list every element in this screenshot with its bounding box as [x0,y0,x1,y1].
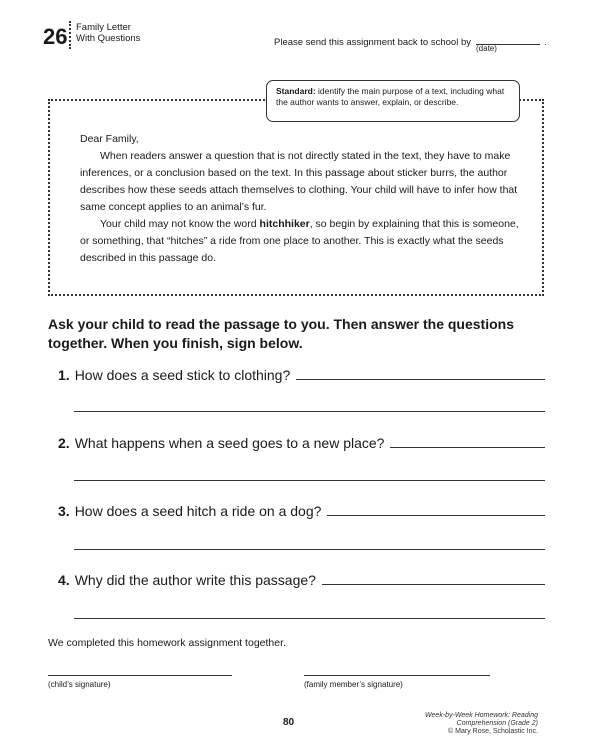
instructions: Ask your child to read the passage to you. Then answer the questions together. When you finish, sign below. [48,316,514,351]
lesson-title [76,22,196,44]
child-signature-line[interactable] [48,675,232,676]
letter-paragraph-2 [80,216,520,267]
question-2 [58,435,545,451]
standard-box [266,80,520,122]
paragraph2-start: Your child may not know the word [100,218,260,230]
answer-line[interactable] [74,480,545,481]
page-number: 80 [283,717,295,728]
lesson-title-line1: Family Letter [76,22,131,33]
date-label: (date) [476,44,497,53]
question-number: 2. [58,435,70,451]
letter-salutation: Dear Family, [80,133,139,145]
question-4 [58,572,545,588]
return-text: Please send this assignment back to school by [274,37,471,48]
letter-paragraph-1: When readers answer a question that is not directly stated in the text, they have to make inferences, or a conclusion based on the text. In this passage about sticker burrs, the author describes how these seeds attach themselves to clothing. Your child will have to infer how that same concept applies to an animal’s fur. [80,150,518,213]
family-letter [80,131,520,267]
question-number: 4. [58,572,70,588]
family-signature-line[interactable] [304,675,490,676]
question-3 [58,503,545,519]
family-signature-label: (family member’s signature) [304,680,403,689]
answer-line[interactable] [296,378,545,380]
copyright: © Mary Rose, Scholastic Inc. [448,728,538,735]
standard-text: identify the main purpose of a text, including what the author wants to answer, explain, or describe. [276,86,505,107]
answer-line[interactable] [327,514,545,516]
book-title: Week-by-Week Homework: Reading Comprehension (Grade 2) [425,712,538,727]
question-text: Why did the author write this passage? [74,572,316,588]
child-signature-label: (child’s signature) [48,680,111,689]
footer-credit [380,712,538,736]
question-number: 1. [58,367,70,383]
lesson-title-line2: With Questions [76,33,141,44]
return-instruction [274,36,547,48]
return-end: . [544,37,547,48]
question-text: How does a seed stick to clothing? [74,367,291,383]
paragraph2-end: , so begin by explaining that this is someone, or something, that “hitches” a ride from one place to another. This is exactly what the seeds described in this passage do. [80,218,519,264]
question-text: What happens when a seed goes to a new place? [74,435,385,451]
keyword-hitchhiker: hitchhiker [259,218,310,230]
answer-line[interactable] [74,549,545,550]
answer-line[interactable] [74,411,545,412]
answer-line[interactable] [74,618,545,619]
standard-label: Standard: [276,86,316,96]
completion-statement: We completed this homework assignment together. [48,637,286,649]
question-text: How does a seed hitch a ride on a dog? [74,503,322,519]
answer-line[interactable] [390,446,545,448]
header-divider [69,21,71,49]
answer-line[interactable] [322,583,545,585]
question-number: 3. [58,503,70,519]
question-1 [58,367,545,383]
lesson-number: 26 [43,24,68,49]
